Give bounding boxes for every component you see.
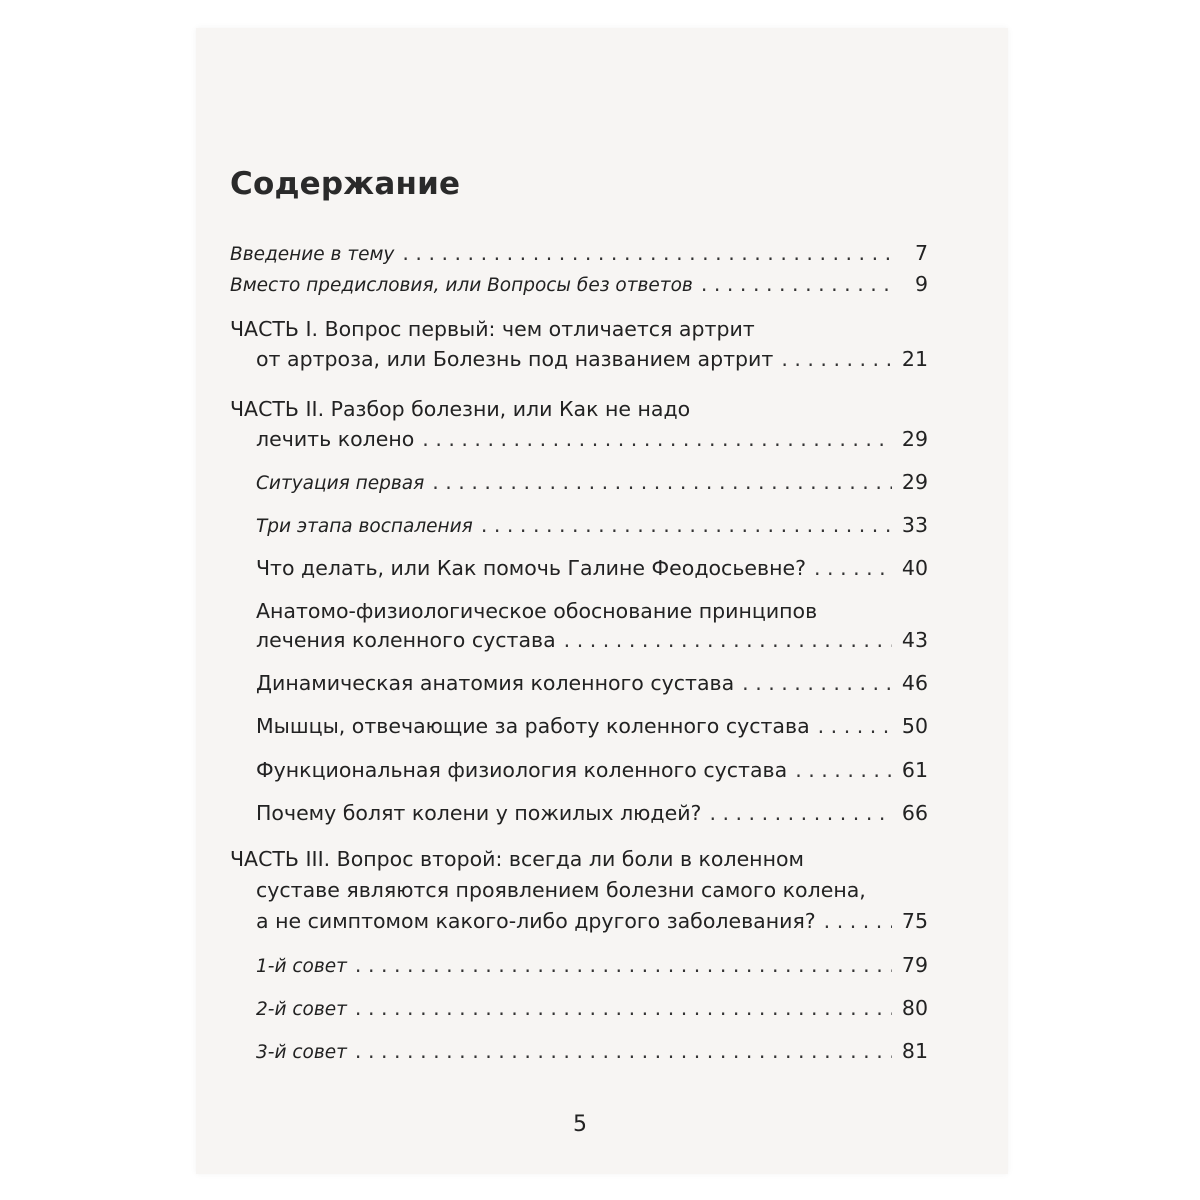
toc-leader-dots (564, 627, 892, 653)
page-title: Содержание (230, 166, 461, 202)
toc-leader-dots (709, 800, 892, 826)
toc-leader-dots (432, 469, 892, 495)
toc-entry-title-line[interactable]: ЧАСТЬ II. Разбор болезни, или Как не надо (230, 397, 691, 421)
toc-entry-title-line[interactable]: ЧАСТЬ I. Вопрос первый: чем отличается артрит (230, 317, 755, 341)
toc-entry-title: Что делать, или Как помочь Галине Феодосьевне? (256, 556, 806, 580)
toc-leader-dots (402, 240, 892, 266)
toc-entry[interactable] (256, 469, 928, 497)
toc-leader-dots (481, 512, 892, 538)
toc-entry-title: 3-й совет (256, 1042, 347, 1063)
toc-page-number: 29 (901, 470, 928, 494)
toc-page-number: 79 (901, 953, 928, 977)
toc-page-number: 61 (901, 758, 928, 782)
toc-leader-dots (355, 1038, 892, 1064)
toc-page-number: 50 (901, 714, 928, 738)
toc-entry[interactable] (256, 995, 928, 1023)
toc-page-number: 21 (901, 347, 928, 371)
toc-leader-dots (824, 908, 892, 934)
toc-entry[interactable] (230, 240, 928, 268)
toc-page-number: 29 (901, 427, 928, 451)
toc-entry[interactable] (230, 271, 928, 299)
toc-entry[interactable] (256, 426, 928, 452)
toc-entry-title-line[interactable]: ЧАСТЬ III. Вопрос второй: всегда ли боли в коленном (230, 847, 804, 871)
toc-entry-title: 1-й совет (256, 956, 347, 977)
toc-leader-dots (422, 426, 892, 452)
page-number: 5 (573, 1112, 587, 1137)
toc-leader-dots (742, 670, 892, 696)
toc-entry[interactable] (256, 555, 928, 581)
toc-page-number: 81 (901, 1039, 928, 1063)
toc-entry-title: Функциональная физиология коленного сустава (256, 758, 788, 782)
toc-page-number: 7 (914, 241, 928, 265)
toc-entry[interactable] (256, 627, 928, 653)
toc-entry[interactable] (256, 757, 928, 783)
toc-entry[interactable] (256, 512, 928, 540)
toc-entry-title: Почему болят колени у пожилых людей? (256, 801, 702, 825)
toc-entry-title: лечить колено (256, 427, 415, 451)
toc-entry-title: Введение в тему (230, 244, 395, 265)
toc-leader-dots (701, 271, 892, 297)
toc-entry[interactable] (256, 346, 928, 372)
toc-page-number: 66 (901, 801, 928, 825)
toc-page-number: 46 (901, 671, 928, 695)
toc-page-number: 40 (901, 556, 928, 580)
toc-entry[interactable] (256, 800, 928, 826)
toc-leader-dots (818, 713, 892, 739)
toc-page-number: 75 (901, 909, 928, 933)
toc-entry[interactable] (256, 908, 928, 934)
toc-entry-title-line[interactable]: Анатомо-физиологическое обоснование принципов (256, 599, 818, 623)
toc-entry-title: Мышцы, отвечающие за работу коленного сустава (256, 714, 810, 738)
toc-entry-title: 2-й совет (256, 999, 347, 1020)
toc-leader-dots (355, 995, 892, 1021)
toc-page-number: 43 (901, 628, 928, 652)
toc-page-number: 80 (901, 996, 928, 1020)
toc-entry[interactable] (256, 713, 928, 739)
toc-entry-title: Динамическая анатомия коленного сустава (256, 671, 735, 695)
toc-entry-title: Вместо предисловия, или Вопросы без ответов (230, 275, 693, 296)
toc-leader-dots (781, 346, 892, 372)
toc-entry-title: а не симптомом какого-либо другого заболевания? (256, 909, 816, 933)
toc-entry[interactable] (256, 952, 928, 980)
toc-entry-title: от артроза, или Болезнь под названием артрит (256, 347, 774, 371)
toc-entry-title: Три этапа воспаления (256, 516, 473, 537)
toc-entry[interactable] (256, 670, 928, 696)
toc-leader-dots (355, 952, 892, 978)
toc-entry-title: лечения коленного сустава (256, 628, 556, 652)
toc-page-number: 33 (901, 513, 928, 537)
toc-leader-dots (814, 555, 892, 581)
toc-entry-title-line[interactable]: суставе являются проявлением болезни самого колена, (256, 878, 866, 902)
toc-entry[interactable] (256, 1038, 928, 1066)
toc-leader-dots (795, 757, 892, 783)
toc-entry-title: Ситуация первая (256, 473, 425, 494)
toc-page-number: 9 (914, 272, 928, 296)
